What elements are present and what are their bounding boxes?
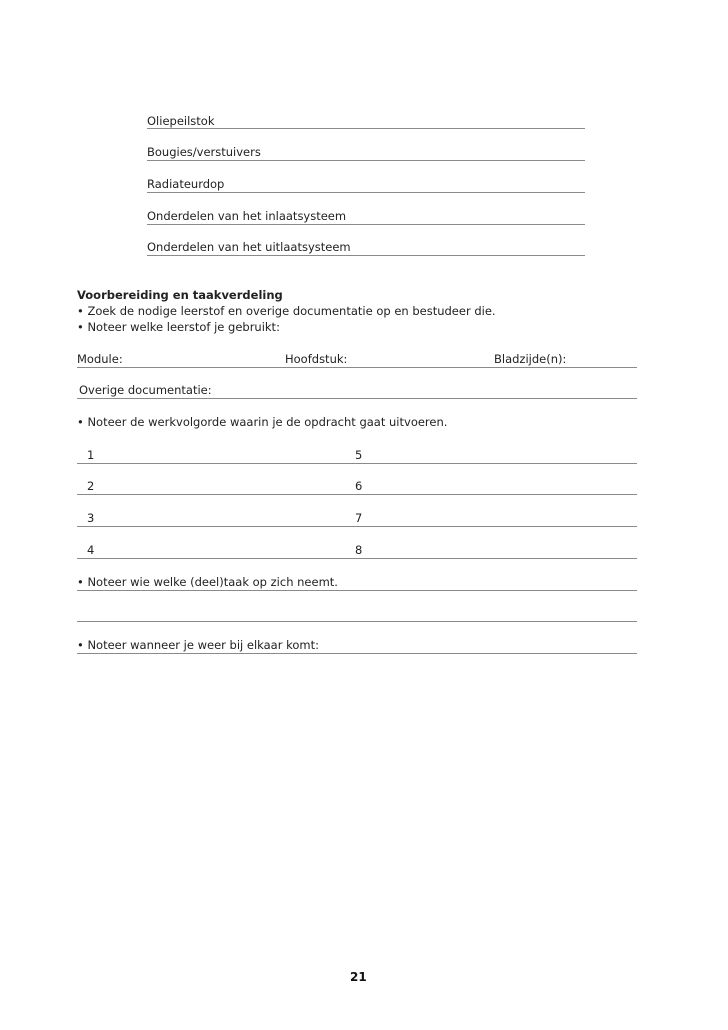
section-title: Voorbereiding en taakverdeling [77, 288, 283, 302]
module-label: Module: [77, 352, 123, 366]
part-label-2: Bougies/verstuivers [147, 145, 261, 159]
bladzijde-label: Bladzijde(n): [494, 352, 567, 366]
meet-instruction: • Noteer wanneer je weer bij elkaar komt: [77, 638, 319, 652]
part-label-1: Oliepeilstok [147, 114, 215, 128]
step-line-1 [77, 463, 637, 464]
overige-line [77, 398, 637, 399]
page-number: 21 [350, 970, 367, 984]
step-line-3 [77, 526, 637, 527]
part-label-4: Onderdelen van het inlaatsysteem [147, 209, 347, 223]
part-line-3 [147, 192, 585, 193]
module-line [77, 367, 637, 368]
part-line-1 [147, 128, 585, 129]
overige-label: Overige documentatie: [79, 383, 212, 397]
step-number-1: 1 [87, 448, 95, 462]
bullet-note-material: • Noteer welke leerstof je gebruikt: [77, 320, 280, 334]
step-number-6: 6 [355, 479, 363, 493]
step-number-8: 8 [355, 543, 363, 557]
steps-instruction: • Noteer de werkvolgorde waarin je de opdracht gaat uitvoeren. [77, 415, 448, 429]
tasks-line-1 [77, 590, 637, 591]
part-label-3: Radiateurdop [147, 177, 225, 191]
hoofdstuk-label: Hoofdstuk: [285, 352, 348, 366]
step-number-5: 5 [355, 448, 363, 462]
tasks-instruction: • Noteer wie welke (deel)taak op zich neemt. [77, 575, 338, 589]
part-line-2 [147, 160, 585, 161]
step-number-3: 3 [87, 511, 95, 525]
step-number-7: 7 [355, 511, 363, 525]
part-line-5 [147, 255, 585, 256]
tasks-line-2 [77, 621, 637, 622]
step-line-4 [77, 558, 637, 559]
part-line-4 [147, 224, 585, 225]
step-number-4: 4 [87, 543, 95, 557]
part-label-5: Onderdelen van het uitlaatsysteem [147, 240, 351, 254]
step-number-2: 2 [87, 479, 95, 493]
meet-line [77, 653, 637, 654]
bullet-study: • Zoek de nodige leerstof en overige documentatie op en bestudeer die. [77, 304, 496, 318]
step-line-2 [77, 494, 637, 495]
